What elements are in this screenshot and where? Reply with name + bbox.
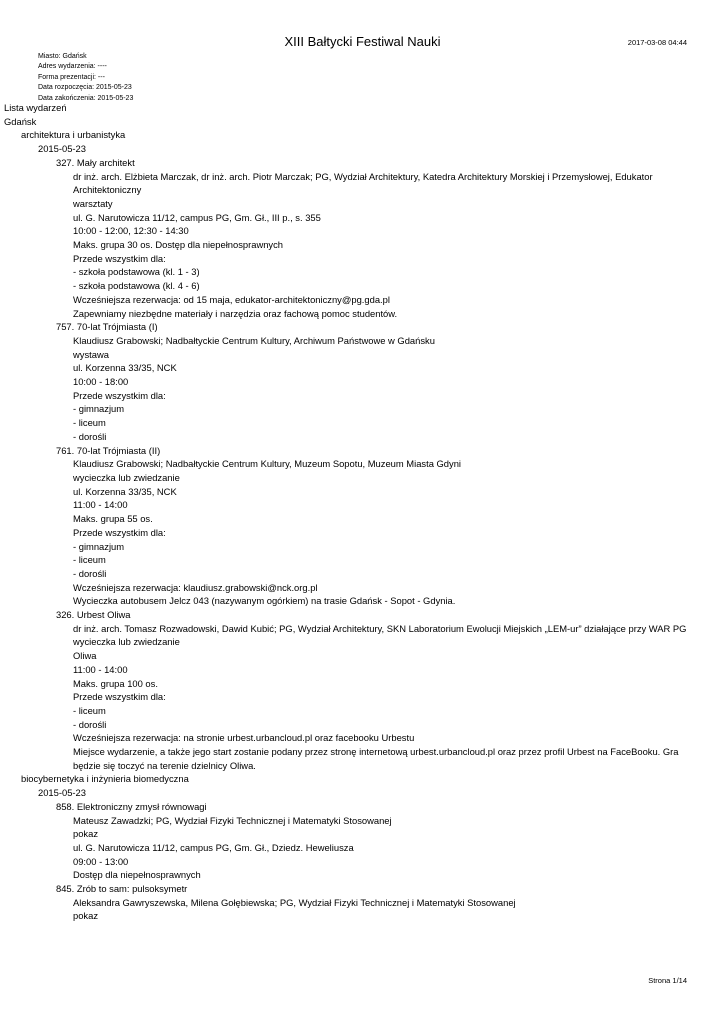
meta-start-date: Data rozpoczęcia: 2015-05-23 — [38, 84, 132, 92]
event-detail-line: dr inż. arch. Tomasz Rozwadowski, Dawid Kubić; PG, Wydział Architektury, SKN Laboratorium Ewolucji Miejskich „LEM-ur” działające przy WAR PG — [73, 622, 687, 634]
event-detail-line: - liceum — [73, 554, 106, 566]
event-title: 757. 70-lat Trójmiasta (I) — [56, 321, 158, 333]
event-detail-line: warsztaty — [73, 197, 113, 209]
category-heading: architektura i urbanistyka — [21, 129, 126, 141]
event-title: 845. Zrób to sam: pulsoksymetr — [56, 883, 188, 895]
event-detail-line: 10:00 - 18:00 — [73, 376, 129, 388]
event-detail-line: - gimnazjum — [73, 403, 125, 415]
list-title: Lista wydarzeń — [4, 102, 67, 113]
event-detail-line: Miejsce wydarzenie, a także jego start zostanie podany przez stronę internetową urbest.urbancloud.pl oraz przez profil Urbest na FaceBooku. Gra będzie się toczyć na terenie dzielnicy Oliwa. — [73, 746, 679, 771]
event-detail-line: Wcześniejsza rezerwacja: klaudiusz.grabowski@nck.org.pl — [73, 581, 318, 593]
event-detail-line: - liceum — [73, 704, 106, 716]
event-meta — [38, 52, 133, 104]
event-detail-line: wycieczka lub zwiedzanie — [73, 471, 180, 483]
event-detail-line: Dostęp dla niepełnosprawnych — [73, 869, 201, 881]
event-detail-line: - liceum — [73, 417, 106, 429]
event-detail-line: Mateusz Zawadzki; PG, Wydział Fizyki Technicznej i Matematyki Stosowanej — [73, 814, 392, 826]
page-title: XIII Bałtycki Festiwal Nauki — [284, 34, 441, 49]
meta-city: Miasto: Gdańsk — [38, 53, 87, 60]
event-detail-line: 09:00 - 13:00 — [73, 855, 129, 867]
page-number: Strona 1/14 — [648, 976, 687, 985]
category-list — [4, 128, 694, 923]
event-detail-line: 11:00 - 14:00 — [73, 663, 128, 675]
event-detail-line: Wcześniejsza rezerwacja: na stronie urbest.urbancloud.pl oraz facebooku Urbestu — [73, 732, 415, 744]
event-detail-line: Wcześniejsza rezerwacja: od 15 maja, edukator-architektoniczny@pg.gda.pl — [73, 293, 390, 305]
print-timestamp: 2017-03-08 04:44 — [627, 38, 687, 47]
event-detail-line: pokaz — [73, 910, 99, 922]
meta-address: Adres wydarzenia: ---- — [38, 63, 107, 71]
event-detail-line: - dorośli — [73, 718, 107, 730]
event-detail-line: Przede wszystkim dla: — [73, 389, 166, 401]
city-heading: Gdańsk — [4, 115, 37, 127]
category-date: 2015-05-23 — [38, 143, 86, 155]
event-detail-line: Zapewniamy niezbędne materiały i narzędzia oraz fachową pomoc studentów. — [73, 307, 398, 319]
event-detail-line: Maks. grupa 55 os. — [73, 513, 153, 525]
event-detail-line: 11:00 - 14:00 — [73, 499, 128, 511]
event-detail-line: - szkoła podstawowa (kl. 1 - 3) — [73, 266, 200, 278]
event-title: 858. Elektroniczny zmysł równowagi — [56, 800, 207, 812]
event-detail-line: ul. Korzenna 33/35, NCK — [73, 362, 177, 374]
event-detail-line: ul. Korzenna 33/35, NCK — [73, 485, 177, 497]
event-detail-line: - gimnazjum — [73, 540, 125, 552]
event-detail-line: Maks. grupa 100 os. — [73, 677, 158, 689]
event-detail-line: Przede wszystkim dla: — [73, 526, 166, 538]
category-heading: biocybernetyka i inżynieria biomedyczna — [21, 773, 189, 785]
event-detail-line: pokaz — [73, 828, 99, 840]
event-detail-line: wycieczka lub zwiedzanie — [73, 636, 180, 648]
event-title: 327. Mały architekt — [56, 156, 135, 168]
meta-end-date: Data zakończenia: 2015-05-23 — [38, 94, 134, 102]
event-list — [4, 101, 694, 923]
event-detail-line: ul. G. Narutowicza 11/12, campus PG, Gm. Gł., Dziedz. Heweliusza — [73, 841, 354, 853]
event-detail-line: - dorośli — [73, 567, 107, 579]
event-detail-line: 10:00 - 12:00, 12:30 - 14:30 — [73, 225, 189, 237]
event-title: 761. 70-lat Trójmiasta (II) — [56, 444, 161, 456]
event-detail-line: wystawa — [73, 348, 109, 360]
event-detail-line: Klaudiusz Grabowski; Nadbałtyckie Centrum Kultury, Muzeum Sopotu, Muzeum Miasta Gdyni — [73, 458, 462, 470]
event-detail-line: Oliwa — [73, 650, 97, 662]
event-detail-line: ul. G. Narutowicza 11/12, campus PG, Gm. Gł., III p., s. 355 — [73, 211, 321, 223]
event-detail-line: Maks. grupa 30 os. Dostęp dla niepełnosprawnych — [73, 239, 284, 251]
meta-form: Forma prezentacji: --- — [38, 73, 105, 81]
event-detail-line: dr inż. arch. Elżbieta Marczak, dr inż. arch. Piotr Marczak; PG, Wydział Architektury, Katedra Architektury Morskiej i Przemysłowej, Edukator Architektoniczny — [73, 170, 653, 196]
event-detail-line: - szkoła podstawowa (kl. 4 - 6) — [73, 280, 200, 292]
event-detail-line: Przede wszystkim dla: — [73, 252, 166, 264]
event-detail-line: Klaudiusz Grabowski; Nadbałtyckie Centrum Kultury, Archiwum Państwowe w Gdańsku — [73, 334, 435, 346]
category-date: 2015-05-23 — [38, 787, 86, 799]
event-title: 326. Urbest Oliwa — [56, 609, 131, 621]
event-detail-line: - dorośli — [73, 430, 107, 442]
event-detail-line: Wycieczka autobusem Jelcz 043 (nazywanym ogórkiem) na trasie Gdańsk - Sopot - Gdynia. — [73, 595, 456, 607]
event-detail-line: Przede wszystkim dla: — [73, 691, 166, 703]
event-detail-line: Aleksandra Gawryszewska, Milena Gołębiewska; PG, Wydział Fizyki Technicznej i Matematyki Stosowanej — [73, 896, 516, 908]
